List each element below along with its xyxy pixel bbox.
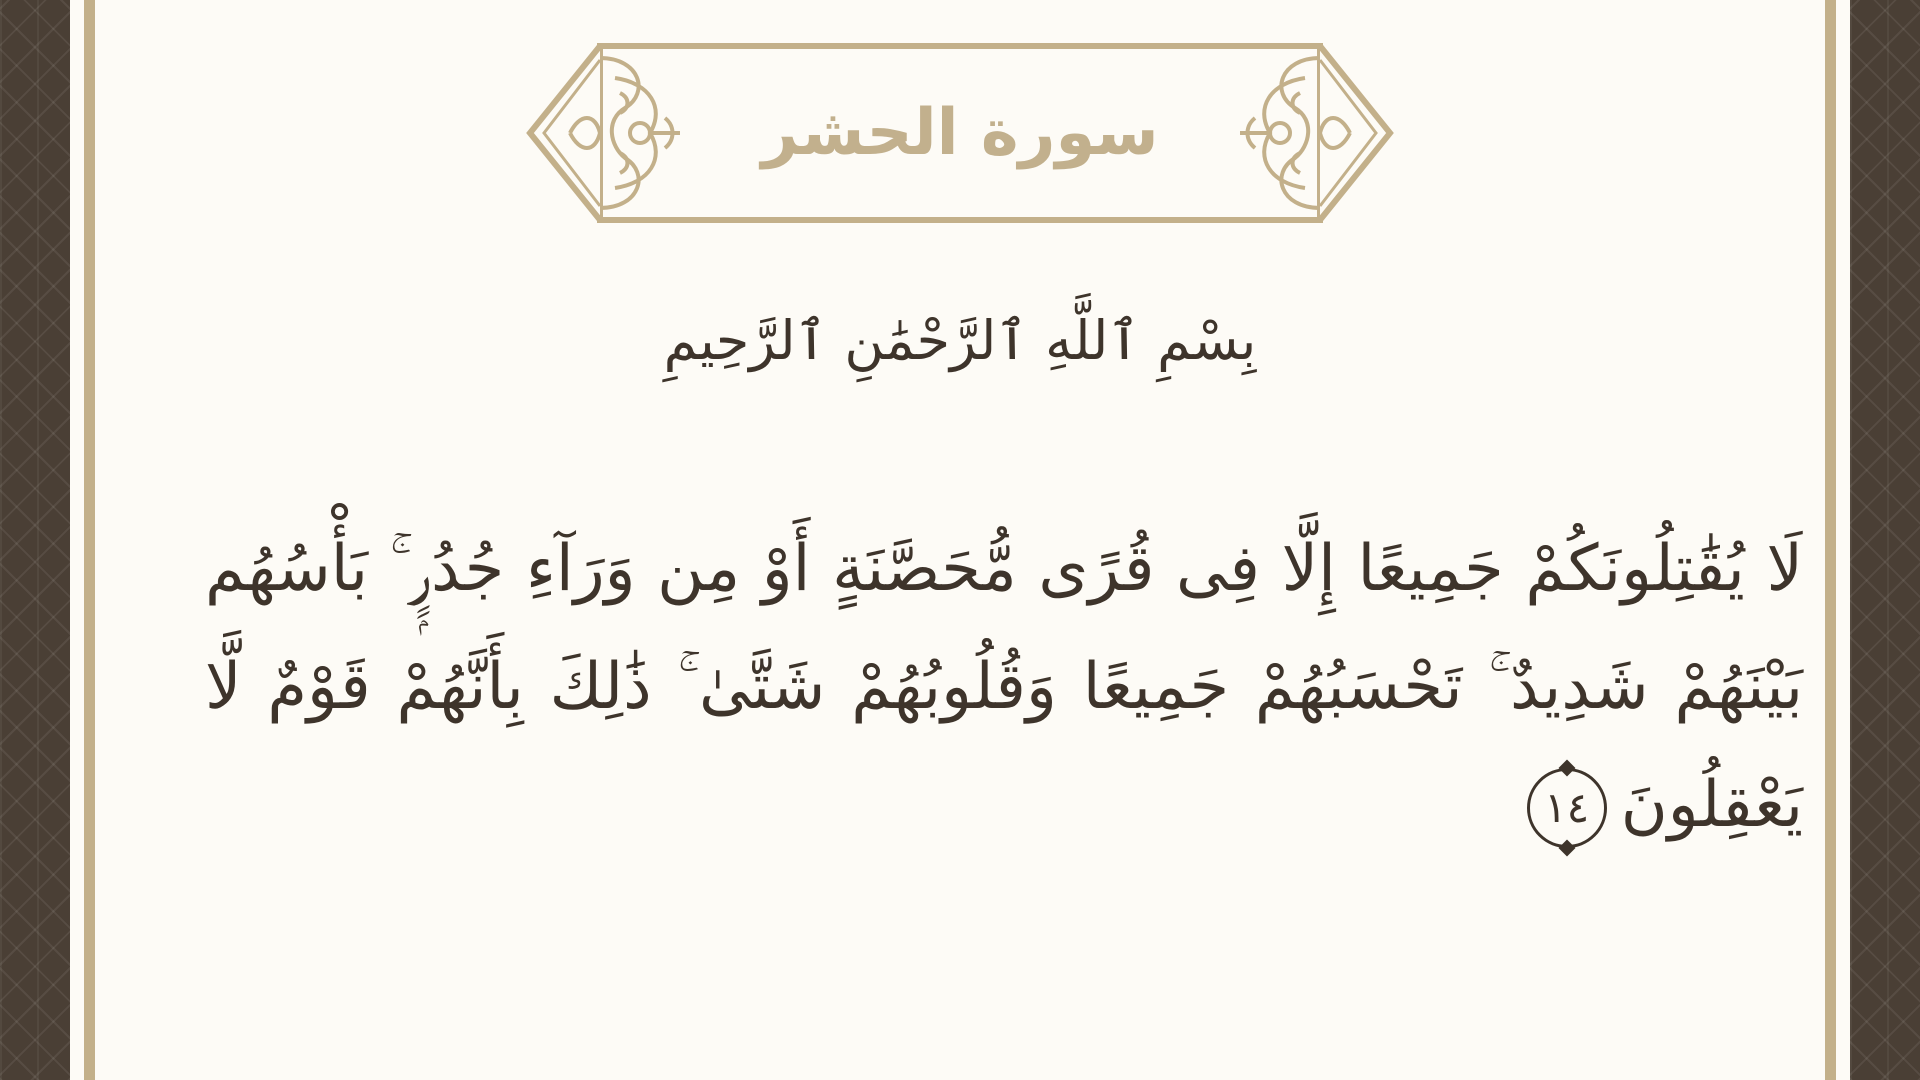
left-gold-rule <box>84 0 95 1080</box>
ayah-end-marker-icon <box>1527 768 1607 848</box>
verse-body: لَا يُقَٰتِلُونَكُمْ جَمِيعًا إِلَّا فِى قُرًى مُّحَصَّنَةٍ أَوْ مِن وَرَآءِ جُدُرٍۭ ۚ بَأْسُهُم بَيْنَهُمْ شَدِيدٌ ۚ تَحْسَبُهُمْ جَمِيعًا وَقُلُوبُهُمْ شَتَّىٰ ۚ ذَٰلِكَ بِأَنَّهُمْ قَوْمٌ لَّا يَعْقِلُونَ <box>205 532 1803 842</box>
ayah-number: ١٤ <box>1544 783 1590 833</box>
surah-title-frame <box>500 38 1420 228</box>
right-gold-rule <box>1825 0 1836 1080</box>
verse-text <box>205 510 1803 864</box>
basmala: بِسْمِ ٱللَّهِ ٱلرَّحْمَٰنِ ٱلرَّحِيمِ <box>663 308 1257 372</box>
left-ornamental-border <box>0 0 70 1080</box>
right-ornamental-border <box>1850 0 1920 1080</box>
surah-title: سورة الحشر <box>761 96 1159 170</box>
